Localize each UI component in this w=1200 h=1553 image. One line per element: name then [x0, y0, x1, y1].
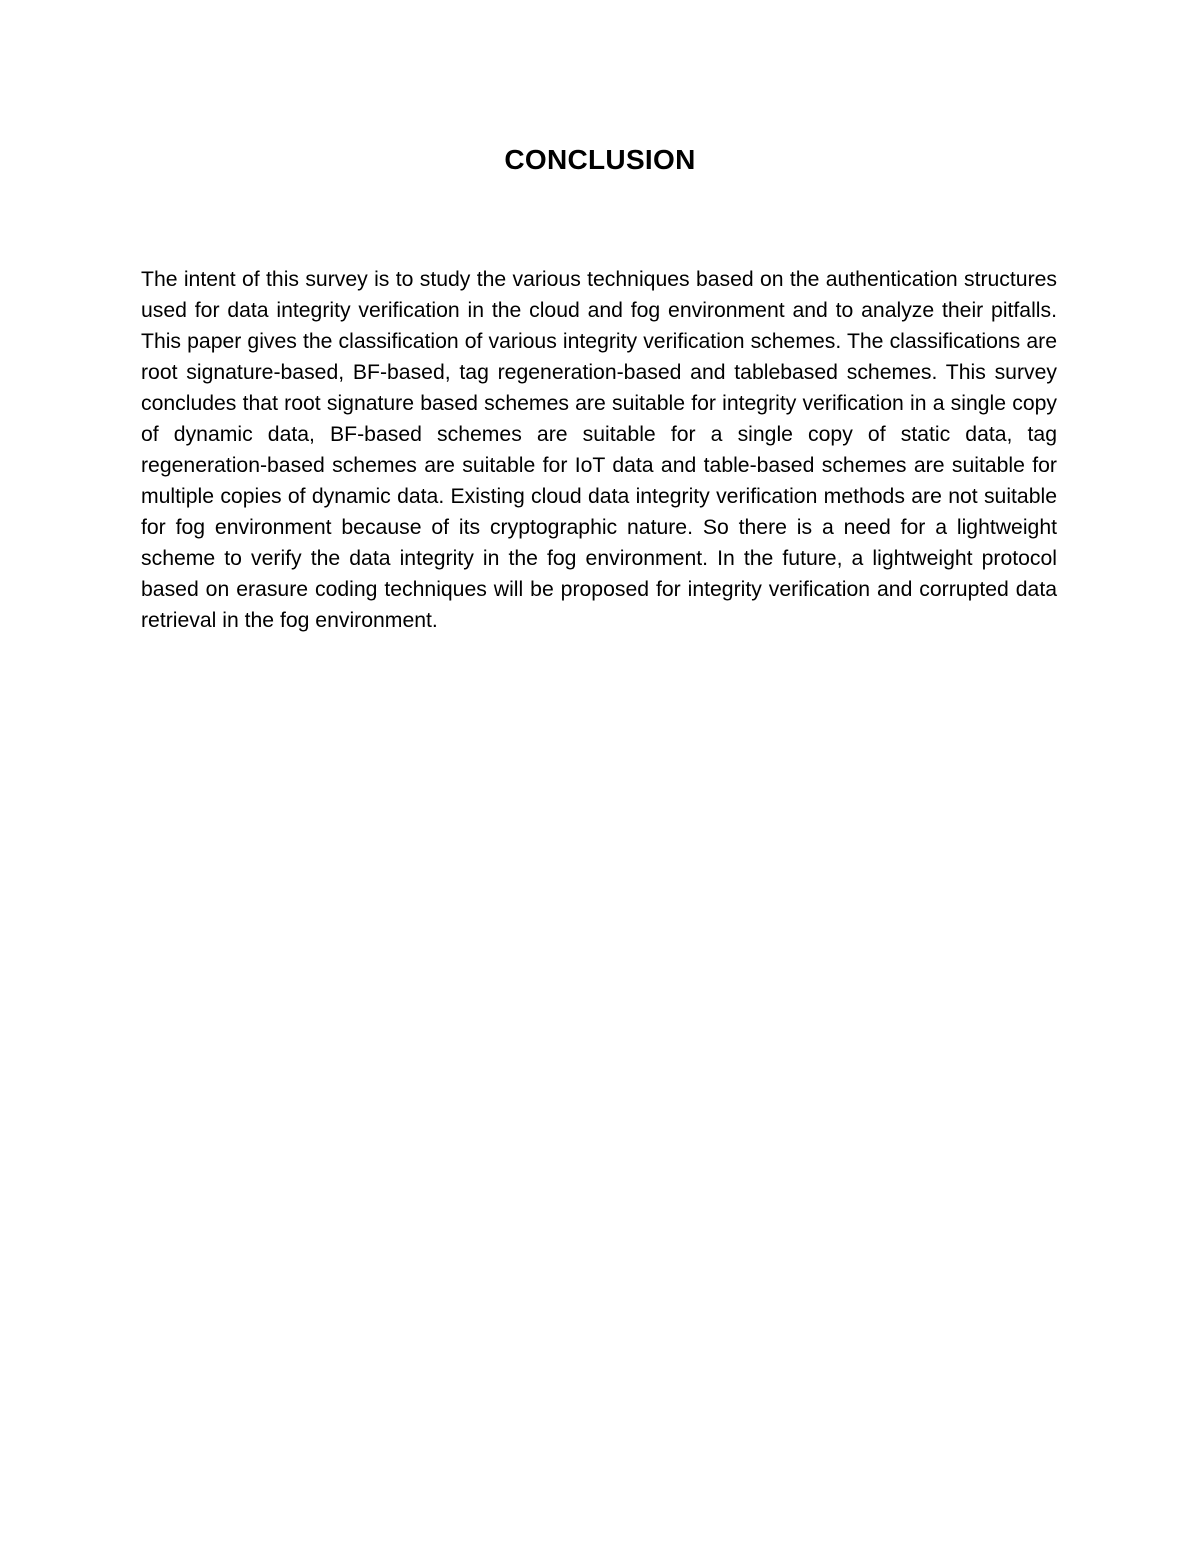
conclusion-paragraph: The intent of this survey is to study the various techniques based on the authentication structures used for data integrity verification in the cloud and fog environment and to analyze their pitfalls. This paper gives the classification of various integrity verification schemes. The classifications are root signature-based, BF-based, tag regeneration-based and tablebased schemes. This survey concludes that root signature based schemes are suitable for integrity verification in a single copy of dynamic data, BF-based schemes are suitable for a single copy of static data, tag regeneration-based schemes are suitable for IoT data and table-based schemes are suitable for multiple copies of dynamic data. Existing cloud data integrity verification methods are not suitable for fog environment because of its cryptographic nature. So there is a need for a lightweight scheme to verify the data integrity in the fog environment. In the future, a lightweight protocol based on erasure coding techniques will be proposed for integrity verification and corrupted data retrieval in the fog environment.	[141, 268, 1057, 632]
page-title: CONCLUSION	[504, 144, 696, 175]
